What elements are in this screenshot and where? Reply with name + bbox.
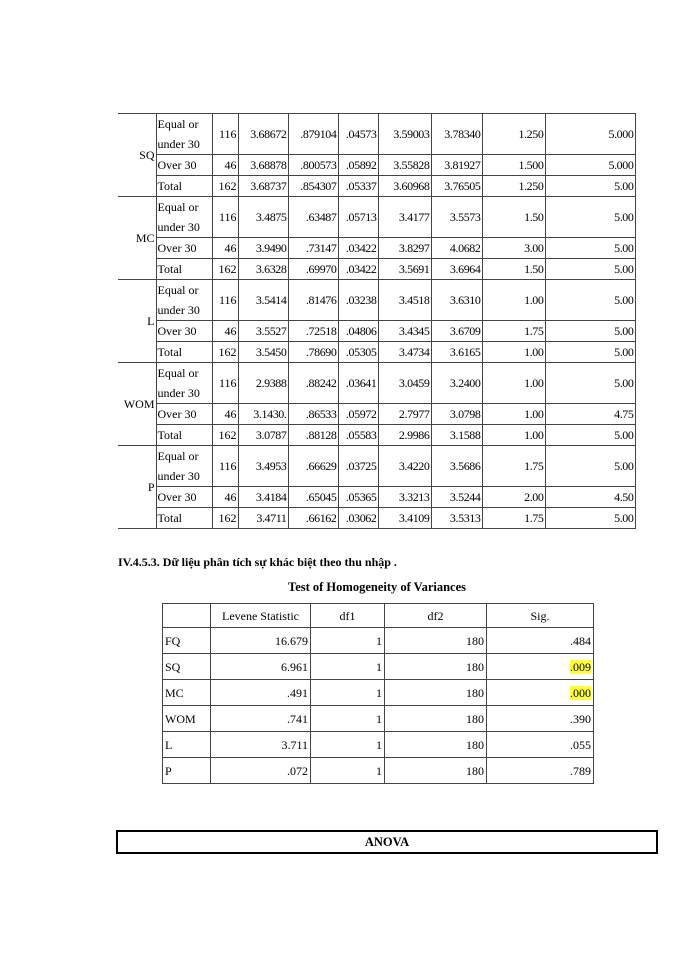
cell-label: SQ xyxy=(163,654,211,680)
cell-mean: 3.68672 xyxy=(238,114,288,155)
level-label: Equal or under 30 xyxy=(156,446,212,487)
descriptives-row xyxy=(118,280,635,321)
cell-label: MC xyxy=(163,680,211,706)
group-label: L xyxy=(118,280,156,363)
cell-mean: 3.6328 xyxy=(238,259,288,280)
level-label: Equal or under 30 xyxy=(156,363,212,404)
cell-min: 1.50 xyxy=(482,259,545,280)
cell-n: 116 xyxy=(212,280,238,321)
cell-n: 162 xyxy=(212,176,238,197)
cell-upper: 3.6709 xyxy=(431,321,482,342)
cell-se: .04806 xyxy=(338,321,378,342)
cell-se: .03422 xyxy=(338,238,378,259)
cell-mean: 3.68737 xyxy=(238,176,288,197)
cell-label: P xyxy=(163,758,211,784)
cell-max: 5.000 xyxy=(545,155,635,176)
descriptives-row xyxy=(118,446,635,487)
cell-mean: 3.4953 xyxy=(238,446,288,487)
level-label: Total xyxy=(156,508,212,529)
cell-levene: 6.961 xyxy=(211,654,311,680)
cell-upper: 3.76505 xyxy=(431,176,482,197)
level-label: Equal or under 30 xyxy=(156,197,212,238)
cell-max: 5.00 xyxy=(545,363,635,404)
cell-n: 162 xyxy=(212,259,238,280)
cell-mean: 3.9490 xyxy=(238,238,288,259)
column-header xyxy=(163,604,211,628)
cell-n: 162 xyxy=(212,342,238,363)
cell-n: 116 xyxy=(212,446,238,487)
cell-sd: .66629 xyxy=(288,446,338,487)
cell-sd: .879104 xyxy=(288,114,338,155)
cell-upper: 3.5244 xyxy=(431,487,482,508)
descriptives-row xyxy=(118,197,635,238)
cell-sd: .73147 xyxy=(288,238,338,259)
descriptives-row xyxy=(118,238,635,259)
cell-max: 5.00 xyxy=(545,197,635,238)
cell-n: 116 xyxy=(212,197,238,238)
cell-n: 46 xyxy=(212,238,238,259)
cell-min: 1.75 xyxy=(482,321,545,342)
cell-upper: 3.0798 xyxy=(431,404,482,425)
cell-sd: .69970 xyxy=(288,259,338,280)
cell-se: .03641 xyxy=(338,363,378,404)
cell-max: 5.00 xyxy=(545,280,635,321)
cell-se: .05713 xyxy=(338,197,378,238)
cell-min: 1.00 xyxy=(482,280,545,321)
homogeneity-row xyxy=(163,706,594,732)
cell-sig: .055 xyxy=(487,732,594,758)
cell-lower: 3.4518 xyxy=(378,280,431,321)
cell-df2: 180 xyxy=(385,758,487,784)
descriptives-row xyxy=(118,508,635,529)
cell-lower: 3.0459 xyxy=(378,363,431,404)
cell-df1: 1 xyxy=(311,706,385,732)
cell-max: 5.00 xyxy=(545,342,635,363)
cell-se: .05972 xyxy=(338,404,378,425)
cell-sd: .800573 xyxy=(288,155,338,176)
cell-mean: 3.4184 xyxy=(238,487,288,508)
cell-mean: 3.4711 xyxy=(238,508,288,529)
cell-se: .05337 xyxy=(338,176,378,197)
group-label: WOM xyxy=(118,363,156,446)
cell-min: 1.50 xyxy=(482,197,545,238)
column-header: df1 xyxy=(311,604,385,628)
cell-upper: 3.6964 xyxy=(431,259,482,280)
cell-mean: 3.68878 xyxy=(238,155,288,176)
cell-min: 3.00 xyxy=(482,238,545,259)
level-label: Equal or under 30 xyxy=(156,280,212,321)
descriptives-row xyxy=(118,487,635,508)
cell-levene: 16.679 xyxy=(211,628,311,654)
cell-sd: .63487 xyxy=(288,197,338,238)
cell-min: 1.00 xyxy=(482,404,545,425)
cell-sd: .65045 xyxy=(288,487,338,508)
group-label: MC xyxy=(118,197,156,280)
level-label: Total xyxy=(156,176,212,197)
cell-min: 1.00 xyxy=(482,363,545,404)
cell-mean: 3.1430. xyxy=(238,404,288,425)
cell-min: 1.00 xyxy=(482,342,545,363)
cell-label: WOM xyxy=(163,706,211,732)
cell-df2: 180 xyxy=(385,680,487,706)
descriptives-row xyxy=(118,321,635,342)
cell-mean: 3.0787 xyxy=(238,425,288,446)
cell-sig: .789 xyxy=(487,758,594,784)
cell-upper: 3.1588 xyxy=(431,425,482,446)
cell-lower: 3.4345 xyxy=(378,321,431,342)
cell-sd: .88128 xyxy=(288,425,338,446)
cell-sd: .66162 xyxy=(288,508,338,529)
cell-se: .05305 xyxy=(338,342,378,363)
cell-df2: 180 xyxy=(385,628,487,654)
cell-n: 162 xyxy=(212,425,238,446)
cell-sd: .72518 xyxy=(288,321,338,342)
cell-n: 116 xyxy=(212,363,238,404)
cell-upper: 3.5573 xyxy=(431,197,482,238)
cell-se: .03422 xyxy=(338,259,378,280)
cell-se: .05583 xyxy=(338,425,378,446)
cell-sig: .484 xyxy=(487,628,594,654)
cell-df1: 1 xyxy=(311,732,385,758)
cell-se: .04573 xyxy=(338,114,378,155)
cell-upper: 3.78340 xyxy=(431,114,482,155)
cell-df1: 1 xyxy=(311,758,385,784)
column-header: Sig. xyxy=(487,604,594,628)
cell-df2: 180 xyxy=(385,706,487,732)
cell-max: 5.00 xyxy=(545,508,635,529)
cell-n: 46 xyxy=(212,487,238,508)
cell-label: FQ xyxy=(163,628,211,654)
cell-mean: 3.4875 xyxy=(238,197,288,238)
cell-df1: 1 xyxy=(311,628,385,654)
cell-sd: .88242 xyxy=(288,363,338,404)
highlighted-sig: .000 xyxy=(570,685,591,700)
cell-se: .05892 xyxy=(338,155,378,176)
cell-df2: 180 xyxy=(385,732,487,758)
level-label: Over 30 xyxy=(156,238,212,259)
cell-lower: 3.3213 xyxy=(378,487,431,508)
cell-min: 2.00 xyxy=(482,487,545,508)
homogeneity-row xyxy=(163,628,594,654)
cell-lower: 3.60968 xyxy=(378,176,431,197)
descriptives-row xyxy=(118,404,635,425)
descriptives-table xyxy=(118,113,636,529)
cell-sd: .81476 xyxy=(288,280,338,321)
cell-max: 4.75 xyxy=(545,404,635,425)
cell-se: .03238 xyxy=(338,280,378,321)
cell-se: .05365 xyxy=(338,487,378,508)
cell-lower: 3.4220 xyxy=(378,446,431,487)
cell-n: 46 xyxy=(212,404,238,425)
homogeneity-row xyxy=(163,758,594,784)
cell-lower: 3.4734 xyxy=(378,342,431,363)
homogeneity-row xyxy=(163,680,594,706)
anova-title: ANOVA xyxy=(116,830,658,854)
cell-min: 1.500 xyxy=(482,155,545,176)
homogeneity-row xyxy=(163,732,594,758)
cell-upper: 4.0682 xyxy=(431,238,482,259)
cell-max: 5.00 xyxy=(545,446,635,487)
column-header: df2 xyxy=(385,604,487,628)
cell-min: 1.75 xyxy=(482,446,545,487)
cell-mean: 3.5527 xyxy=(238,321,288,342)
cell-max: 5.00 xyxy=(545,176,635,197)
cell-lower: 3.4109 xyxy=(378,508,431,529)
cell-n: 46 xyxy=(212,155,238,176)
cell-upper: 3.81927 xyxy=(431,155,482,176)
cell-upper: 3.6165 xyxy=(431,342,482,363)
group-label: P xyxy=(118,446,156,529)
section-heading: IV.4.5.3. Dữ liệu phân tích sự khác biệt theo thu nhập . xyxy=(118,555,397,569)
level-label: Equal or under 30 xyxy=(156,114,212,155)
cell-upper: 3.2400 xyxy=(431,363,482,404)
level-label: Total xyxy=(156,342,212,363)
cell-lower: 2.7977 xyxy=(378,404,431,425)
cell-n: 46 xyxy=(212,321,238,342)
cell-levene: .072 xyxy=(211,758,311,784)
descriptives-row xyxy=(118,114,635,155)
cell-lower: 3.4177 xyxy=(378,197,431,238)
cell-df1: 1 xyxy=(311,654,385,680)
highlighted-sig: .009 xyxy=(570,659,591,674)
cell-levene: .491 xyxy=(211,680,311,706)
cell-lower: 3.5691 xyxy=(378,259,431,280)
cell-max: 5.00 xyxy=(545,425,635,446)
cell-min: 1.250 xyxy=(482,114,545,155)
homogeneity-row xyxy=(163,654,594,680)
cell-max: 5.00 xyxy=(545,238,635,259)
homogeneity-table xyxy=(162,603,594,784)
cell-max: 4.50 xyxy=(545,487,635,508)
cell-levene: .741 xyxy=(211,706,311,732)
cell-lower: 3.59003 xyxy=(378,114,431,155)
cell-lower: 2.9986 xyxy=(378,425,431,446)
level-label: Over 30 xyxy=(156,155,212,176)
cell-sd: .86533 xyxy=(288,404,338,425)
level-label: Over 30 xyxy=(156,487,212,508)
cell-df2: 180 xyxy=(385,654,487,680)
cell-se: .03062 xyxy=(338,508,378,529)
cell-min: 1.75 xyxy=(482,508,545,529)
level-label: Over 30 xyxy=(156,321,212,342)
cell-levene: 3.711 xyxy=(211,732,311,758)
cell-max: 5.000 xyxy=(545,114,635,155)
column-header: Levene Statistic xyxy=(211,604,311,628)
homogeneity-title: Test of Homogeneity of Variances xyxy=(288,580,466,594)
cell-sig xyxy=(487,654,594,680)
cell-sd: .78690 xyxy=(288,342,338,363)
cell-sd: .854307 xyxy=(288,176,338,197)
cell-max: 5.00 xyxy=(545,321,635,342)
cell-max: 5.00 xyxy=(545,259,635,280)
cell-sig xyxy=(487,680,594,706)
descriptives-row xyxy=(118,176,635,197)
cell-se: .03725 xyxy=(338,446,378,487)
cell-mean: 3.5414 xyxy=(238,280,288,321)
cell-upper: 3.5686 xyxy=(431,446,482,487)
descriptives-row xyxy=(118,425,635,446)
descriptives-row xyxy=(118,342,635,363)
descriptives-row xyxy=(118,363,635,404)
homogeneity-header-row xyxy=(163,604,594,628)
cell-mean: 2.9388 xyxy=(238,363,288,404)
cell-df1: 1 xyxy=(311,680,385,706)
level-label: Total xyxy=(156,425,212,446)
cell-lower: 3.55828 xyxy=(378,155,431,176)
descriptives-row xyxy=(118,259,635,280)
cell-n: 116 xyxy=(212,114,238,155)
cell-mean: 3.5450 xyxy=(238,342,288,363)
cell-n: 162 xyxy=(212,508,238,529)
cell-upper: 3.5313 xyxy=(431,508,482,529)
cell-label: L xyxy=(163,732,211,758)
descriptives-row xyxy=(118,155,635,176)
cell-sig: .390 xyxy=(487,706,594,732)
cell-min: 1.250 xyxy=(482,176,545,197)
cell-upper: 3.6310 xyxy=(431,280,482,321)
level-label: Over 30 xyxy=(156,404,212,425)
cell-lower: 3.8297 xyxy=(378,238,431,259)
group-label: SQ xyxy=(118,114,156,197)
level-label: Total xyxy=(156,259,212,280)
cell-min: 1.00 xyxy=(482,425,545,446)
